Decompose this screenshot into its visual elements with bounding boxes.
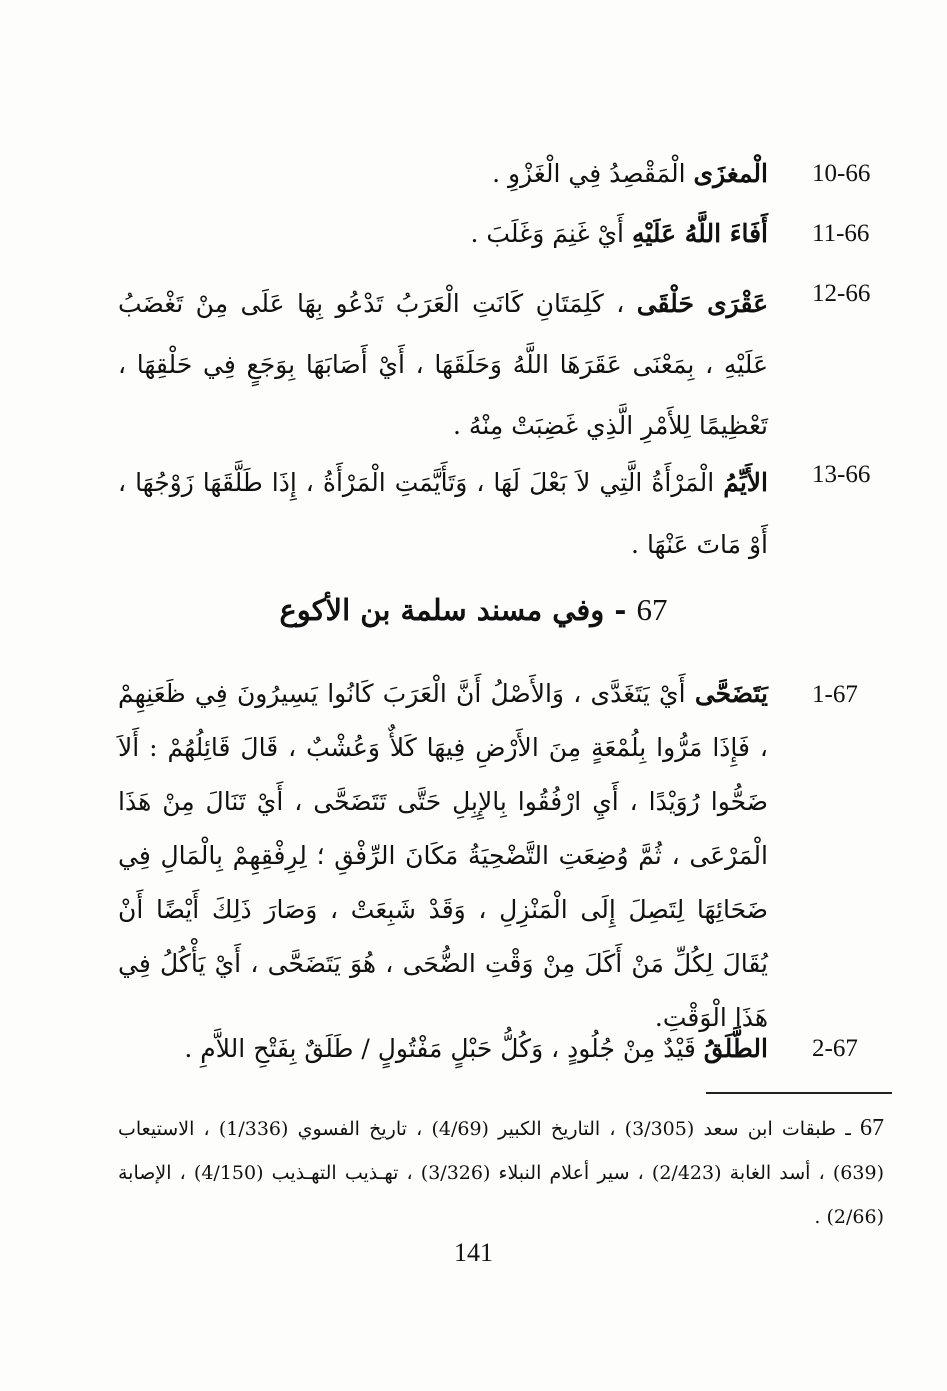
entry-definition: الْمَرْأَةُ الَّتِي لاَ بَعْلَ لَهَا ، وَتَأَيَّمَتِ الْمَرْأَةُ ، إِذَا طَلَّقَهَا زَوْجُهَا ، أَوْ مَاتَ عَنْهَا . bbox=[118, 468, 768, 559]
footnote bbox=[118, 1106, 884, 1239]
entry-text bbox=[118, 1030, 768, 1068]
entry-term: الأَيِّمُ bbox=[723, 468, 768, 497]
entry-term: أَفَاءَ اللَّهُ عَلَيْهِ bbox=[631, 219, 768, 248]
entry-definition: الْمَقْصِدُ فِي الْغَزْوِ . bbox=[492, 159, 686, 188]
page-number: 141 bbox=[454, 1238, 493, 1267]
footnote-text: ـ طبقات ابن سعد (3/305) ، التاريخ الكبير (4/69) ، تاريخ الفسوي (1/336) ، الاستيعاب (639) ، أسد الغابة (2/423) ، سير أعلام النبلاء (3/326) ، تهـذيب التهـذيب (4/150) ، الإصابة (2/66) . bbox=[118, 1118, 884, 1228]
entry-term: عَقْرَى حَلْقَى bbox=[636, 289, 769, 318]
entry-term: يَتَضَحَّى bbox=[694, 679, 768, 708]
entry-number: 12-66 bbox=[812, 280, 871, 307]
entry-definition: قَيْدٌ مِنْ جُلُودٍ ، وَكُلُّ حَبْلٍ مَفْتُولٍ / طَلَقٌ بِفَتْحِ اللاَّمِ . bbox=[184, 1034, 696, 1063]
section-number: 67 bbox=[636, 592, 668, 627]
entry-number: 13-66 bbox=[812, 461, 871, 488]
entry-number: 10-66 bbox=[812, 160, 871, 187]
entry-number: 1-67 bbox=[812, 681, 858, 708]
entry-definition: ، كَلِمَتَانِ كَانَتِ الْعَرَبُ تَدْعُو بِهَا عَلَى مِنْ تَغْضَبُ عَلَيْهِ ، بِمَعْنَى عَقَرَهَا اللَّهُ وَحَلَقَهَا ، أَيْ أَصَابَهَا بِوَجَعٍ فِي حَلْقِهَا ، تَعْظِيمًا لِلأَمْرِ الَّذِي غَضِبَتْ مِنْهُ . bbox=[118, 289, 768, 440]
entry-text bbox=[118, 156, 768, 192]
section-title: - وفي مسند سلمة بن الأكوع bbox=[279, 593, 627, 627]
entry-text bbox=[118, 216, 768, 252]
entry-number: 2-67 bbox=[812, 1035, 858, 1062]
entry-term: الْمغزَى bbox=[693, 159, 768, 188]
entry-term: الطَّلَقُ bbox=[703, 1034, 768, 1063]
entry-text bbox=[118, 273, 768, 456]
section-heading bbox=[0, 588, 947, 632]
entry-text bbox=[118, 452, 768, 576]
entry-number: 11-66 bbox=[812, 220, 870, 247]
entry-definition: أَيْ غَنِمَ وَغَلَبَ . bbox=[470, 219, 624, 248]
footnote-separator bbox=[706, 1092, 892, 1094]
entry-definition: أَيْ يَتَغَدَّى ، وَالأَصْلُ أَنَّ الْعَرَبَ كَانُوا يَسِيرُونَ فِي ظَعَنِهِمْ ، فَإِذَا مَرُّوا بِلُمْعَةٍ مِنَ الأَرْضِ فِيهَا كَلأٌ وَعُشْبٌ ، قَالَ قَائِلُهُمْ : أَلاَ ضَحُّوا رُوَيْدًا ، أَيِ ارْفُقُوا بِالإِبِلِ حَتَّى تَتَضَحَّى ، أَيْ تَنَالَ مِنْ هَذَا الْمَرْعَى ، ثُمَّ وُضِعَتِ التَّضْحِيَةُ مَكَانَ الرِّفْقِ ؛ لِرِفْقِهِمْ بِالْمَالِ فِي ضَحَائِهَا لِتَصِلَ إِلَى الْمَنْزِلِ ، وَقَدْ شَبِعَتْ ، وَصَارَ ذَلِكَ أَيْضًا أَنْ يُقَالَ لِكُلِّ مَنْ أَكَلَ مِنْ وَقْتِ الضُّحَى ، هُوَ يَتَضَحَّى ، أَيْ يَأْكُلُ فِي هَذَا الْوَقْتِ. bbox=[118, 679, 768, 1032]
footnote-number: 67 bbox=[860, 1115, 884, 1141]
entry-text bbox=[118, 667, 768, 1045]
